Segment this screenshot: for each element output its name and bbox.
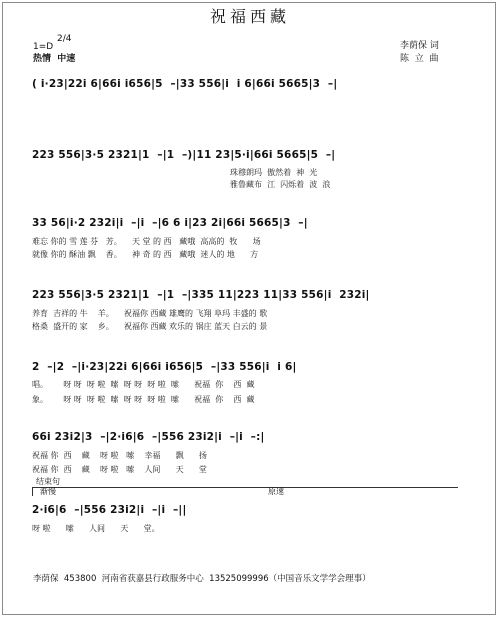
a-tempo-marking: 原速 <box>268 487 284 496</box>
score-line-3: 33 56|i·2 232i|i –|i –|6 6 i|23 2i|66i 5665|3 –| <box>32 217 308 229</box>
score-line-7: 2·i6|6 –|556 23i2|i –|i –|| <box>32 504 187 516</box>
ending-label: 结束句 <box>36 477 60 486</box>
lyric-line-2a: 珠穆朗玛 傲然着 神 光 <box>230 168 318 177</box>
score-line-4: 223 556|3·5 2321|1 –|1 –|335 11|223 11|33 556|i 232i| <box>32 289 370 301</box>
ritard-marking: 渐慢 <box>40 487 56 496</box>
lyric-line-6a: 祝福 你 西 藏 呀 啦 嗦 幸福 飘 扬 <box>32 451 207 460</box>
score-line-2: 223 556|3·5 2321|1 –|1 –)|11 23|5·i|66i 5665|5 –| <box>32 149 336 161</box>
lyric-line-2b: 雅鲁藏布 江 闪烁着 波 浪 <box>230 180 331 189</box>
ending-bracket <box>32 487 458 496</box>
lyricist-credit: 李荫保 词 <box>400 41 439 51</box>
score-line-5: 2 –|2 –|i·23|22i 6|66i i656|5 –|33 556|i i 6| <box>32 361 297 373</box>
lyric-line-5a: 唱。 呀 呀 呀 啦 嗦 呀 呀 呀 啦 嗦 祝福 你 西 藏 <box>32 380 255 389</box>
composer-credit: 陈 立 曲 <box>400 54 439 64</box>
time-signature: 2/4 <box>57 34 72 44</box>
score-line-1: ( i·23|22i 6|66i i656|5 –|33 556|i i 6|66i 5665|3 –| <box>32 78 338 90</box>
lyric-line-3a: 难忘 你的 雪 莲 芬 芳。 天 堂 的 西 藏哦 高高的 牧 场 <box>32 237 261 246</box>
lyric-line-7: 呀 啦 嗦 人间 天 堂。 <box>32 524 160 533</box>
lyric-line-4b: 格桑 盛开的 家 乡。 祝福你 西藏 欢乐的 锅庄 蓝天 白云的 景 <box>32 322 268 331</box>
footer-contact: 李荫保 453800 河南省获嘉县行政服务中心 13525099996（中国音乐文学学会理事） <box>33 574 371 584</box>
lyric-line-4a: 养育 吉祥的 牛 羊。 祝福你 西藏 雄鹰的 飞翔 阜玛 丰盛的 歌 <box>32 309 268 318</box>
key-signature: 1=D <box>33 42 54 52</box>
lyric-line-3b: 就像 你的 酥油 飘 香。 神 奇 的 西 藏哦 迷人的 地 方 <box>32 250 259 259</box>
song-title: 祝福西藏 <box>209 7 290 26</box>
score-line-6: 66i 23i2|3 –|2·i6|6 –|556 23i2|i –|i –:| <box>32 431 265 443</box>
lyric-line-6b: 祝福 你 西 藏 呀 啦 嗦 人间 天 堂 <box>32 465 207 474</box>
lyric-line-5b: 象。 呀 呀 呀 啦 嗦 呀 呀 呀 啦 嗦 祝福 你 西 藏 <box>32 395 255 404</box>
tempo-marking: 热情 中速 <box>33 54 76 64</box>
